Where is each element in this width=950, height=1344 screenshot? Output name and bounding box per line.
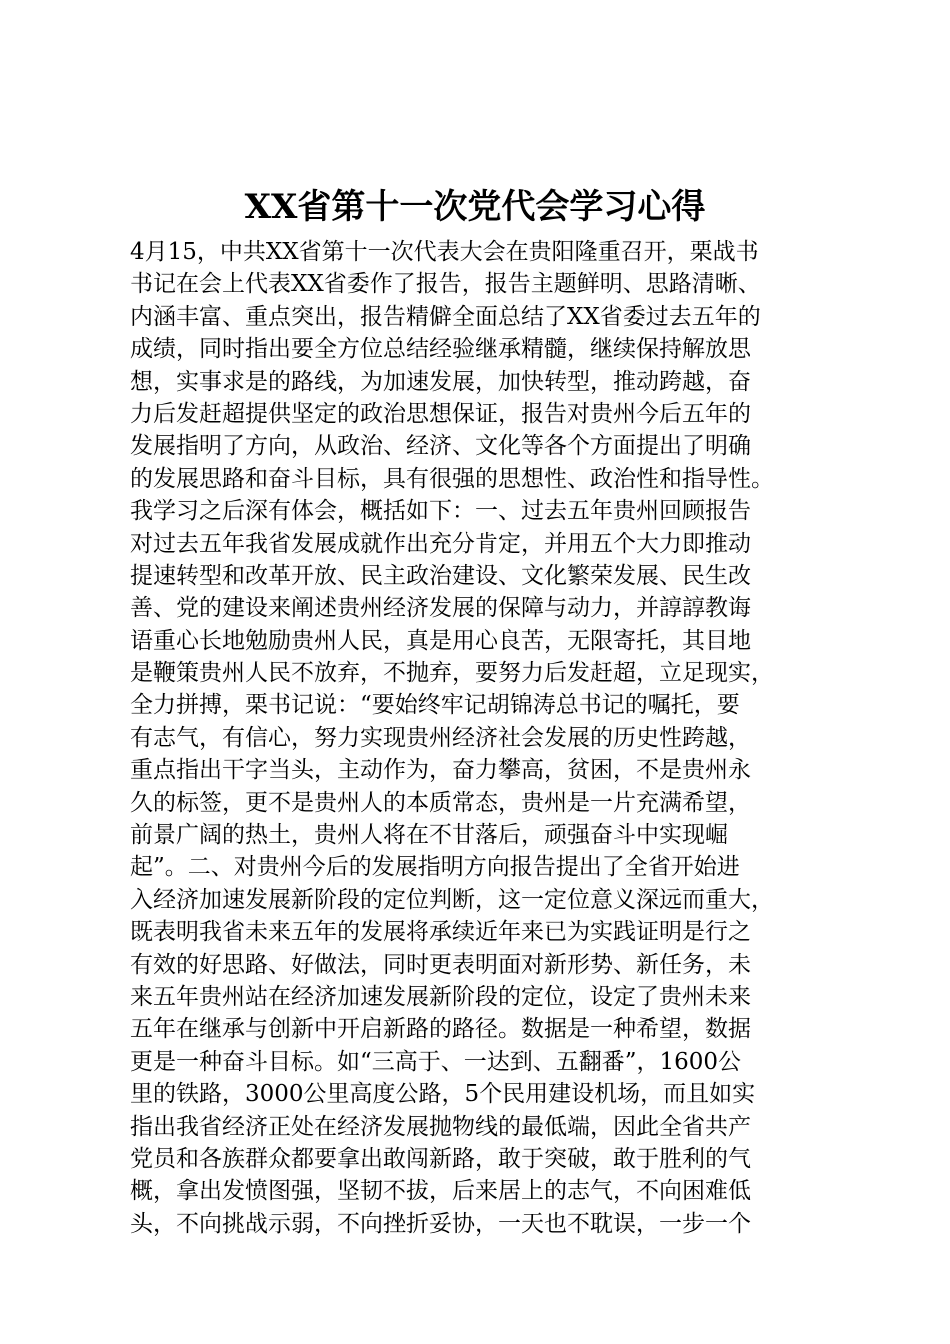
body-text-line: 成绩，同时指出要全方位总结经验继承精髓，继续保持解放思 bbox=[130, 336, 751, 363]
body-text-line: 入经济加速发展新阶段的定位判断，这一定位意义深远而重大， bbox=[130, 886, 774, 913]
body-text-line: 有效的好思路、好做法，同时更表明面对新形势、新任务，未 bbox=[130, 951, 751, 978]
body-text-line: 的发展思路和奋斗目标，具有很强的思想性、政治性和指导性。 bbox=[130, 465, 774, 492]
body-text-line: 我学习之后深有体会，概括如下：一、过去五年贵州回顾报告 bbox=[130, 498, 751, 525]
body-text-line: 发展指明了方向，从政治、经济、文化等各个方面提出了明确 bbox=[130, 433, 751, 460]
body-text-line: 语重心长地勉励贵州人民，真是用心良苦，无限寄托，其目地 bbox=[130, 627, 751, 654]
body-text-line: 是鞭策贵州人民不放弃，不抛弃，要努力后发赶超，立足现实， bbox=[130, 660, 774, 687]
body-text-line: 头，不向挑战示弱，不向挫折妥协，一天也不耽误，一步一个 bbox=[130, 1210, 751, 1237]
body-text-line: 更是一种奋斗目标。如“三高于、一达到、五翻番”，1600公 bbox=[130, 1048, 742, 1075]
document-title: XX省第十一次党代会学习心得 bbox=[244, 187, 706, 227]
body-text-line: 书记在会上代表XX省委作了报告，报告主题鲜明、思路清晰、 bbox=[130, 271, 761, 298]
body-text-line: 五年在继承与创新中开启新路的路径。数据是一种希望，数据 bbox=[130, 1016, 751, 1043]
body-text-line: 善、党的建设来阐述贵州经济发展的保障与动力，并諄諄教诲 bbox=[130, 595, 751, 622]
body-text-line: 党员和各族群众都要拿出敢闯新路，敢于突破，敢于胜利的气 bbox=[130, 1145, 751, 1172]
body-text-line: 指出我省经济正处在经济发展抛物线的最低端，因此全省共产 bbox=[130, 1113, 751, 1140]
body-text-line: 概，拿出发愤图强，坚韧不拔，后来居上的志气，不向困难低 bbox=[130, 1178, 751, 1205]
body-text-line: 提速转型和改革开放、民主政治建设、文化繁荣发展、民生改 bbox=[130, 562, 751, 589]
body-text-line: 重点指出干字当头，主动作为，奋力攀高，贫困，不是贵州永 bbox=[130, 757, 751, 784]
body-text-line: 起”。二、对贵州今后的发展指明方向报告提出了全省开始进 bbox=[130, 854, 740, 881]
body-text-line: 有志气，有信心，努力实现贵州经济社会发展的历史性跨越， bbox=[130, 724, 751, 751]
body-text-line: 想，实事求是的路线，为加速发展，加快转型，推动跨越，奋 bbox=[130, 368, 751, 395]
document-body bbox=[130, 236, 830, 1240]
body-text-line: 4月15，中共XX省第十一次代表大会在贵阳隆重召开，栗战书 bbox=[130, 239, 759, 265]
body-text-line: 力后发赶超提供坚定的政治思想保证，报告对贵州今后五年的 bbox=[130, 400, 751, 427]
body-text-line: 内涵丰富、重点突出，报告精僻全面总结了XX省委过去五年的 bbox=[130, 303, 761, 330]
body-text-line: 既表明我省未来五年的发展将承续近年来已为实践证明是行之 bbox=[130, 919, 751, 946]
body-text-line: 全力拼搏，栗书记说：“要始终牢记胡锦涛总书记的嘱托，要 bbox=[130, 692, 740, 719]
body-text-line: 来五年贵州站在经济加速发展新阶段的定位，设定了贵州未来 bbox=[130, 983, 751, 1010]
body-text-line: 里的铁路，3000公里高度公路，5个民用建设机场，而且如实 bbox=[130, 1081, 756, 1108]
body-text-line: 久的标签，更不是贵州人的本质常态，贵州是一片充满希望， bbox=[130, 789, 751, 816]
body-text-line: 前景广阔的热土，贵州人将在不甘落后，顽强奋斗中实现崛 bbox=[130, 822, 728, 849]
body-text-line: 对过去五年我省发展成就作出充分肯定，并用五个大力即推动 bbox=[130, 530, 751, 557]
